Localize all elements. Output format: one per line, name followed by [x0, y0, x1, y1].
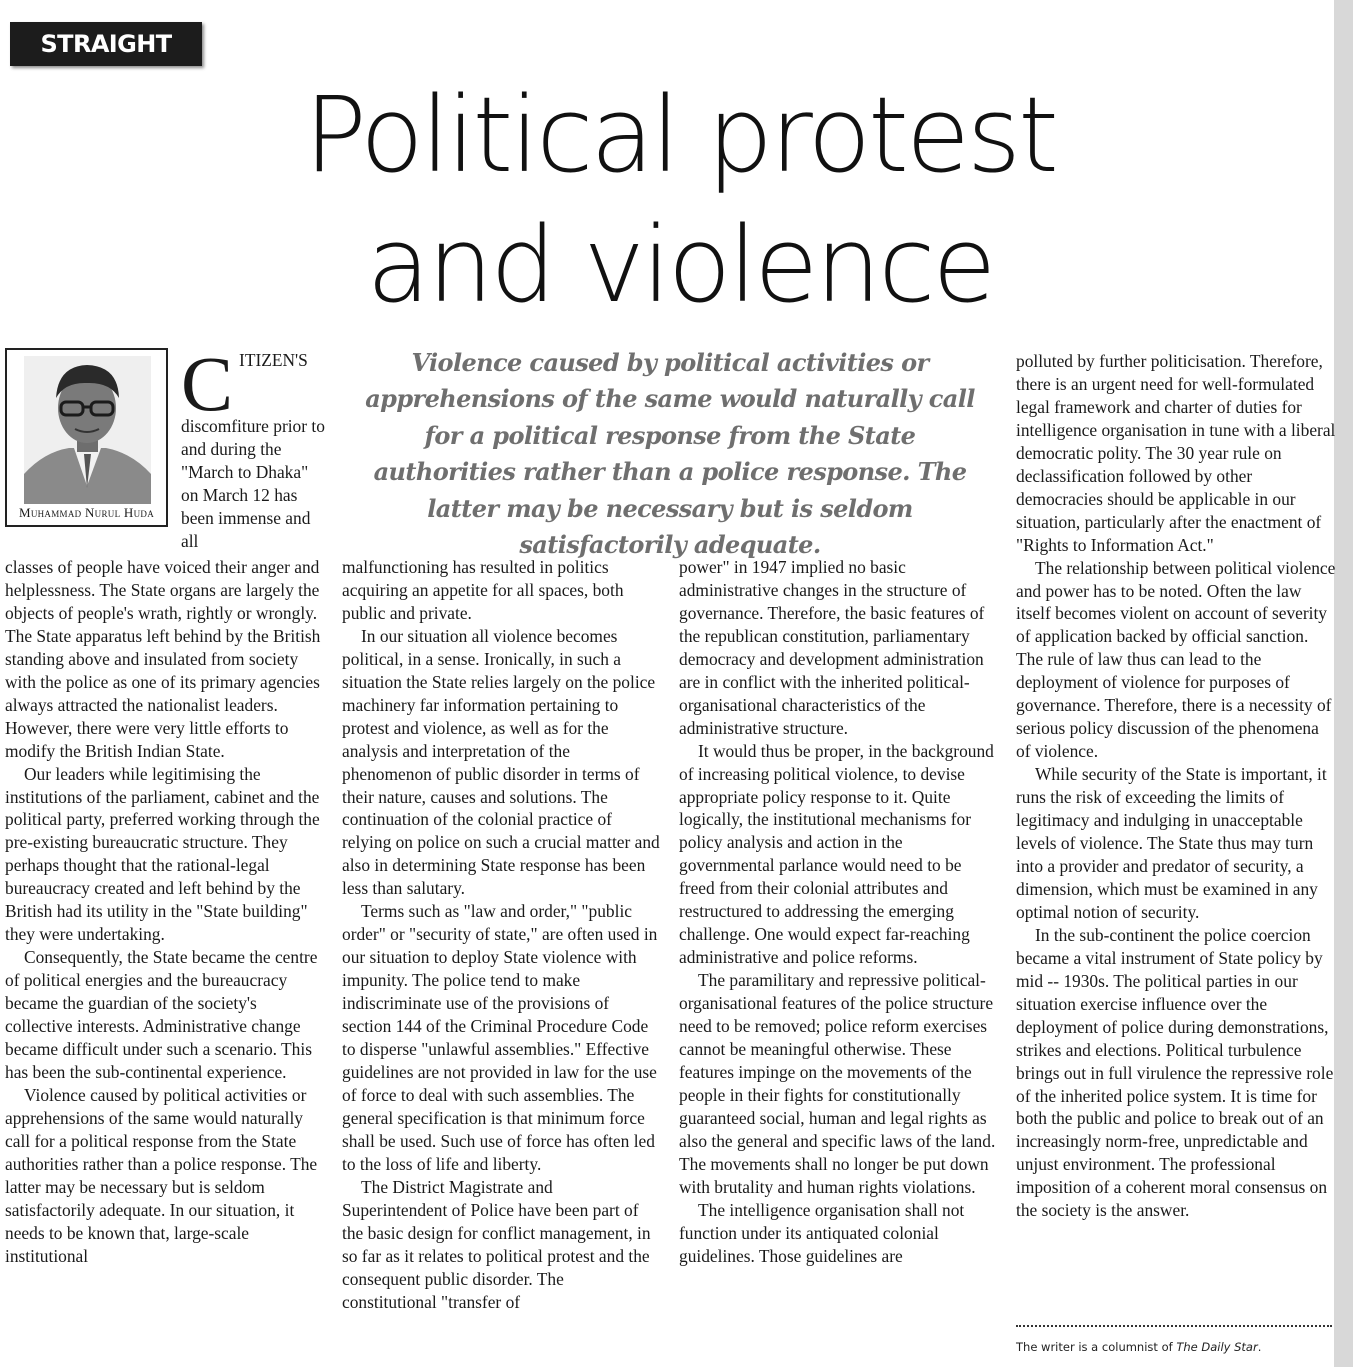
column-1	[5, 556, 325, 1268]
paragraph: While security of the State is important, it runs the risk of exceeding the limits of legitimacy and indulging in unacceptable levels of violence. The State thus may turn into a provider and predator of security, a dimension, which must be examined in any optimal notion of security.	[1016, 764, 1327, 922]
author-note-prefix: The writer is a columnist of	[1016, 1340, 1177, 1354]
paragraph: Terms such as "law and order," "public order" or "security of state," are often used in our situation to deploy State violence with impunity. The police tend to make indiscriminate use of the provisions of section 144 of the Criminal Procedure Code to disperse "unlawful assemblies." Effective guidelines are not provided in law for the use of force to deal with such assemblies. The general specification is that minimum force shall be used. Such use of force has often led to the loss of life and liberty.	[342, 901, 658, 1174]
paragraph: Our leaders while legitimising the institutions of the parliament, cabinet and the political party, preferred working through the pre-existing bureaucratic structure. They perhaps thought that the rational-legal bureaucracy created and left behind by the British had its utility in the "State building" they were undertaking.	[5, 763, 320, 945]
author-note	[1016, 1340, 1261, 1354]
paragraph: classes of people have voiced their anger and helplessness. The State organs are largely the objects of people's wrath, rightly or wrongly. The State apparatus left behind by the British standing above and insulated from society with the police as one of its primary agencies always attracted the nationalist leaders. However, there were very little efforts to modify the British Indian State.	[5, 557, 321, 761]
drop-cap: C	[181, 340, 234, 427]
paragraph: Violence caused by political activities or apprehensions of the same would naturally call for a political response from the State authorities rather than a police response. The latter may be necessary but is seldom satisfactorily adequate. In our situation, it needs to be known that, large-scale institutional	[5, 1084, 318, 1266]
author-photo-box	[5, 348, 168, 527]
lead-paragraph	[181, 340, 326, 553]
paragraph: polluted by further politicisation. Therefore, there is an urgent need for well-formulated legal framework and charter of duties for intelligence organisation in tune with a liberal democratic polity. The 30 year rule on declassification followed by other democracies should be applicable in our situation, particularly after the enactment of "Rights to Information Act."	[1016, 351, 1336, 555]
publication-name: The Daily Star	[1176, 1340, 1258, 1354]
column-2	[342, 556, 662, 1313]
headline-line-2: and violence	[366, 204, 994, 326]
paragraph: In our situation all violence becomes political, in a sense. Ironically, in such a situation the State relies largely on the police machinery far information pertaining to protest and violence, as well as for the analysis and interpretation of the phenomenon of public disorder in terms of their nature, causes and solutions. The continuation of the colonial practice of relying on police on such a crucial matter and also in determining State response has been less than salutary.	[342, 625, 660, 899]
column-4	[1016, 350, 1336, 1222]
author-caption: Muhammad Nurul Huda	[18, 505, 155, 520]
paragraph: malfunctioning has resulted in politics acquiring an appetite for all spaces, both public and private.	[342, 557, 624, 623]
paragraph: Consequently, the State became the centre of political energies and the bureaucracy became the guardian of the society's collective interests. Administrative change became difficult under such a scenario. This has been the sub-continental experience.	[5, 947, 318, 1082]
pull-quote: Violence caused by political activities or apprehensions of the same would naturally call for a political response from the State authorities rather than a police response. The latter may be necessary but is seldom satisfactorily adequate.	[365, 348, 975, 560]
headline-line-1: Political protest	[304, 74, 1056, 196]
paragraph: The paramilitary and repressive political-organisational features of the police structure need to be removed; police reform exercises cannot be meaningful otherwise. These features impinge on the movements of the people in their fights for constitutionally guaranteed social, human and legal rights as also the general and specific laws of the land. The movements shall no longer be put down with brutality and human rights violations.	[679, 970, 996, 1197]
paragraph: The District Magistrate and Superintendent of Police have been part of the basic design for conflict management, in so far as it relates to political protest and the consequent public disorder. The constitutional "transfer of	[342, 1176, 651, 1312]
paragraph: The intelligence organisation shall not function under its antiquated colonial guidelines. Those guidelines are	[679, 1199, 965, 1266]
lead-text: ITIZEN'S discomfiture prior to and during the "March to Dhaka" on March 12 has been immense and all	[181, 350, 325, 551]
author-note-suffix: .	[1257, 1340, 1262, 1354]
section-label: STRAIGHT LINE	[10, 22, 202, 66]
column-3	[679, 556, 999, 1268]
paragraph: It would thus be proper, in the background of increasing political violence, to devise appropriate policy response to it. Quite logically, the institutional mechanisms for policy analysis and action in the governmental parlance would need to be freed from their colonial attributes and restructured to addressing the emerging challenge. One would expect far-reaching administrative and police reforms.	[679, 740, 994, 968]
footer-divider	[1016, 1325, 1332, 1327]
page-edge-shade	[1334, 0, 1353, 1367]
paragraph: power" in 1947 implied no basic administrative changes in the structure of governance. Therefore, the basic features of the republican constitution, parliamentary democracy and development administration are in conflict with the inherited political-organisational characteristics of the administrative structure.	[679, 557, 985, 738]
paragraph: In the sub-continent the police coercion became a vital instrument of State policy by mid -- 1930s. The political parties in our situation exercise influence over the deployment of police during demonstrations, strikes and elections. Political turbulence brings out in full virulence the repressive role of the inherited police system. It is time for both the public and police to break out of an increasingly norm-free, unpredictable and unjust environment. The professional imposition of a coherent moral consensus on the society is the answer.	[1016, 924, 1334, 1221]
paragraph: The relationship between political violence and power has to be noted. Often the law itself becomes violent on account of severity of application backed by official sanction. The rule of law thus can lead to the deployment of violence for purposes of governance. Therefore, there is a necessity of serious policy discussion of the phenomena of violence.	[1016, 557, 1336, 762]
author-photo	[24, 356, 151, 504]
